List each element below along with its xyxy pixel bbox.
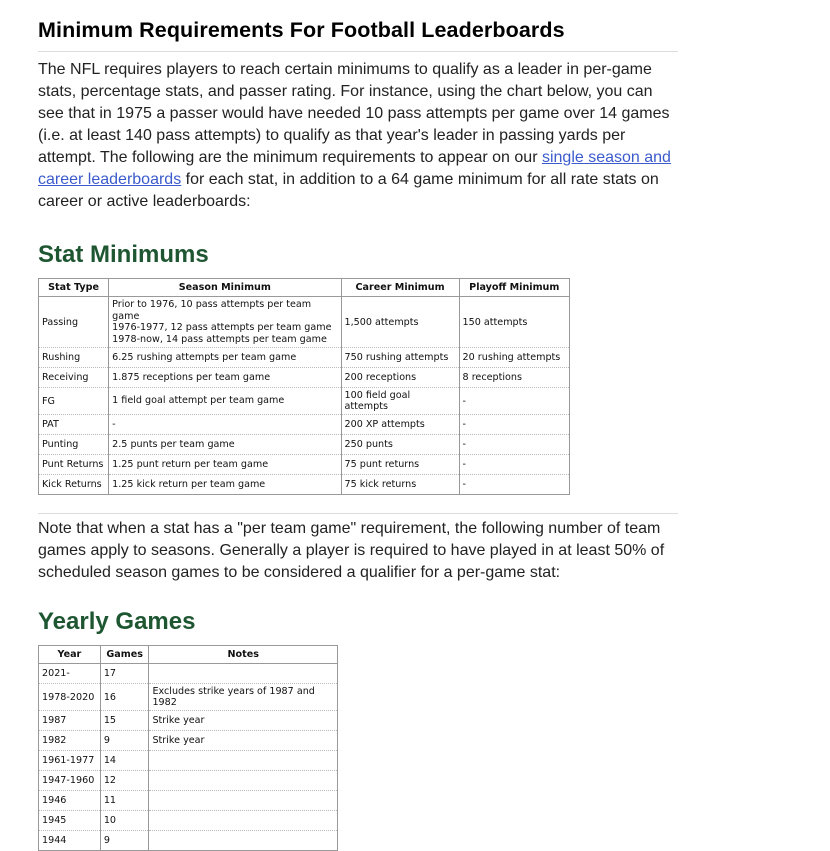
years-year-cell: 2021- bbox=[39, 664, 101, 684]
years-year-cell: 1987 bbox=[39, 711, 101, 731]
stat-type-cell: PAT bbox=[39, 415, 109, 435]
years-games-cell: 10 bbox=[100, 811, 149, 831]
years-games-cell: 12 bbox=[100, 771, 149, 791]
stat-type-cell: Rushing bbox=[39, 348, 109, 368]
season-minimum-line: Prior to 1976, 10 pass attempts per team game bbox=[112, 299, 312, 322]
playoff-minimum-cell: 150 attempts bbox=[459, 297, 569, 348]
season-minimum-cell bbox=[109, 435, 341, 455]
years-year-cell: 1946 bbox=[39, 791, 101, 811]
years-year-cell: 1978-2020 bbox=[39, 684, 101, 711]
stat-table-header-row bbox=[39, 279, 570, 297]
years-notes-cell bbox=[149, 831, 338, 851]
years-notes-cell: Excludes strike years of 1987 and 1982 bbox=[149, 684, 338, 711]
season-minimum-cell bbox=[109, 348, 341, 368]
years-games-cell: 9 bbox=[100, 831, 149, 851]
years-games-cell: 11 bbox=[100, 791, 149, 811]
career-minimum-cell: 75 punt returns bbox=[341, 455, 459, 475]
page-title: Minimum Requirements For Football Leaderboards bbox=[38, 18, 678, 52]
stat-header-cell: Career Minimum bbox=[341, 279, 459, 297]
playoff-minimum-cell: - bbox=[459, 435, 569, 455]
years-notes-cell bbox=[149, 751, 338, 771]
stat-header-cell: Playoff Minimum bbox=[459, 279, 569, 297]
season-minimum-line: 6.25 rushing attempts per team game bbox=[112, 351, 297, 363]
years-notes-cell bbox=[149, 664, 338, 684]
years-table-body bbox=[39, 664, 338, 851]
stat-header-cell: Stat Type bbox=[39, 279, 109, 297]
career-minimum-cell: 750 rushing attempts bbox=[341, 348, 459, 368]
playoff-minimum-cell: 8 receptions bbox=[459, 368, 569, 388]
playoff-minimum-cell: - bbox=[459, 475, 569, 495]
stat-type-cell: Punt Returns bbox=[39, 455, 109, 475]
stat-header-cell: Season Minimum bbox=[109, 279, 341, 297]
table-row bbox=[39, 475, 570, 495]
season-minimum-line: 2.5 punts per team game bbox=[112, 438, 235, 450]
career-minimum-cell: 75 kick returns bbox=[341, 475, 459, 495]
stat-type-cell: Punting bbox=[39, 435, 109, 455]
season-minimum-cell bbox=[109, 297, 341, 348]
table-row bbox=[39, 415, 570, 435]
years-games-cell: 9 bbox=[100, 731, 149, 751]
playoff-minimum-cell: - bbox=[459, 415, 569, 435]
table-row bbox=[39, 771, 338, 791]
years-notes-cell bbox=[149, 771, 338, 791]
years-year-cell: 1944 bbox=[39, 831, 101, 851]
career-minimum-cell: 1,500 attempts bbox=[341, 297, 459, 348]
career-minimum-cell: 250 punts bbox=[341, 435, 459, 455]
table-row bbox=[39, 831, 338, 851]
years-year-cell: 1982 bbox=[39, 731, 101, 751]
career-minimum-cell: 200 receptions bbox=[341, 368, 459, 388]
season-minimum-line: 1.25 kick return per team game bbox=[112, 478, 266, 490]
season-minimum-line: - bbox=[112, 418, 116, 430]
season-minimum-cell bbox=[109, 415, 341, 435]
years-year-cell: 1947-1960 bbox=[39, 771, 101, 791]
intro-text-before: The NFL requires players to reach certain minimums to qualify as a leader in per-game stats, percentage stats, and passer rating. For instance, using the chart below, you can see that in 1975 a passer would have needed 10 pass attempts per game over 14 games (i.e. at least 140 pass attempts) to qualify as that year's leader in passing yards per attempt. The following are the minimum requirements to appear on our bbox=[38, 61, 670, 166]
stat-type-cell: Passing bbox=[39, 297, 109, 348]
season-minimum-line: 1978-now, 14 pass attempts per team game bbox=[112, 333, 327, 345]
stat-minimums-heading: Stat Minimums bbox=[38, 241, 209, 268]
years-header-cell: Notes bbox=[149, 646, 338, 664]
season-minimum-cell bbox=[109, 455, 341, 475]
yearly-games-heading: Yearly Games bbox=[38, 608, 196, 635]
career-minimum-cell: 100 field goal attempts bbox=[341, 388, 459, 415]
career-minimum-cell: 200 XP attempts bbox=[341, 415, 459, 435]
years-notes-cell bbox=[149, 811, 338, 831]
stat-type-cell: FG bbox=[39, 388, 109, 415]
years-year-cell: 1945 bbox=[39, 811, 101, 831]
table-row bbox=[39, 711, 338, 731]
season-minimum-line: 1976-1977, 12 pass attempts per team game bbox=[112, 322, 332, 333]
table-row bbox=[39, 348, 570, 368]
years-header-cell: Year bbox=[39, 646, 101, 664]
playoff-minimum-cell: - bbox=[459, 455, 569, 475]
leaderboards-link[interactable]: single season and career leaderboards bbox=[38, 149, 671, 188]
table-row bbox=[39, 684, 338, 711]
table-row bbox=[39, 455, 570, 475]
season-minimum-line: 1 field goal attempt per team game bbox=[112, 395, 285, 407]
years-year-cell: 1961-1977 bbox=[39, 751, 101, 771]
playoff-minimum-cell: - bbox=[459, 388, 569, 415]
years-games-cell: 16 bbox=[100, 684, 149, 711]
table-row bbox=[39, 751, 338, 771]
intro-text-after: for each stat, in addition to a 64 game minimum for all rate stats on career or active leaderboards: bbox=[38, 171, 659, 210]
stat-table-body bbox=[39, 297, 570, 495]
table-row bbox=[39, 388, 570, 415]
years-games-cell: 17 bbox=[100, 664, 149, 684]
stat-type-cell: Kick Returns bbox=[39, 475, 109, 495]
stat-minimums-table bbox=[38, 278, 570, 495]
playoff-minimum-cell: 20 rushing attempts bbox=[459, 348, 569, 368]
years-notes-cell: Strike year bbox=[149, 711, 338, 731]
years-table-header-row bbox=[39, 646, 338, 664]
yearly-games-table bbox=[38, 645, 338, 851]
table-row bbox=[39, 435, 570, 455]
years-notes-cell: Strike year bbox=[149, 731, 338, 751]
note-paragraph: Note that when a stat has a "per team game" requirement, the following number of team games apply to seasons. Generally a player is required to have played in at least 50% of scheduled season games to be considered a qualifier for a per-game stat: bbox=[38, 513, 678, 584]
season-minimum-cell bbox=[109, 388, 341, 415]
years-header-cell: Games bbox=[100, 646, 149, 664]
season-minimum-line: 1.25 punt return per team game bbox=[112, 458, 269, 470]
table-row bbox=[39, 664, 338, 684]
years-games-cell: 14 bbox=[100, 751, 149, 771]
season-minimum-line: 1.875 receptions per team game bbox=[112, 371, 271, 383]
years-notes-cell bbox=[149, 791, 338, 811]
table-row bbox=[39, 811, 338, 831]
intro-paragraph bbox=[38, 59, 678, 213]
table-row bbox=[39, 791, 338, 811]
years-games-cell: 15 bbox=[100, 711, 149, 731]
table-row bbox=[39, 731, 338, 751]
season-minimum-cell bbox=[109, 368, 341, 388]
stat-type-cell: Receiving bbox=[39, 368, 109, 388]
table-row bbox=[39, 297, 570, 348]
season-minimum-cell bbox=[109, 475, 341, 495]
table-row bbox=[39, 368, 570, 388]
